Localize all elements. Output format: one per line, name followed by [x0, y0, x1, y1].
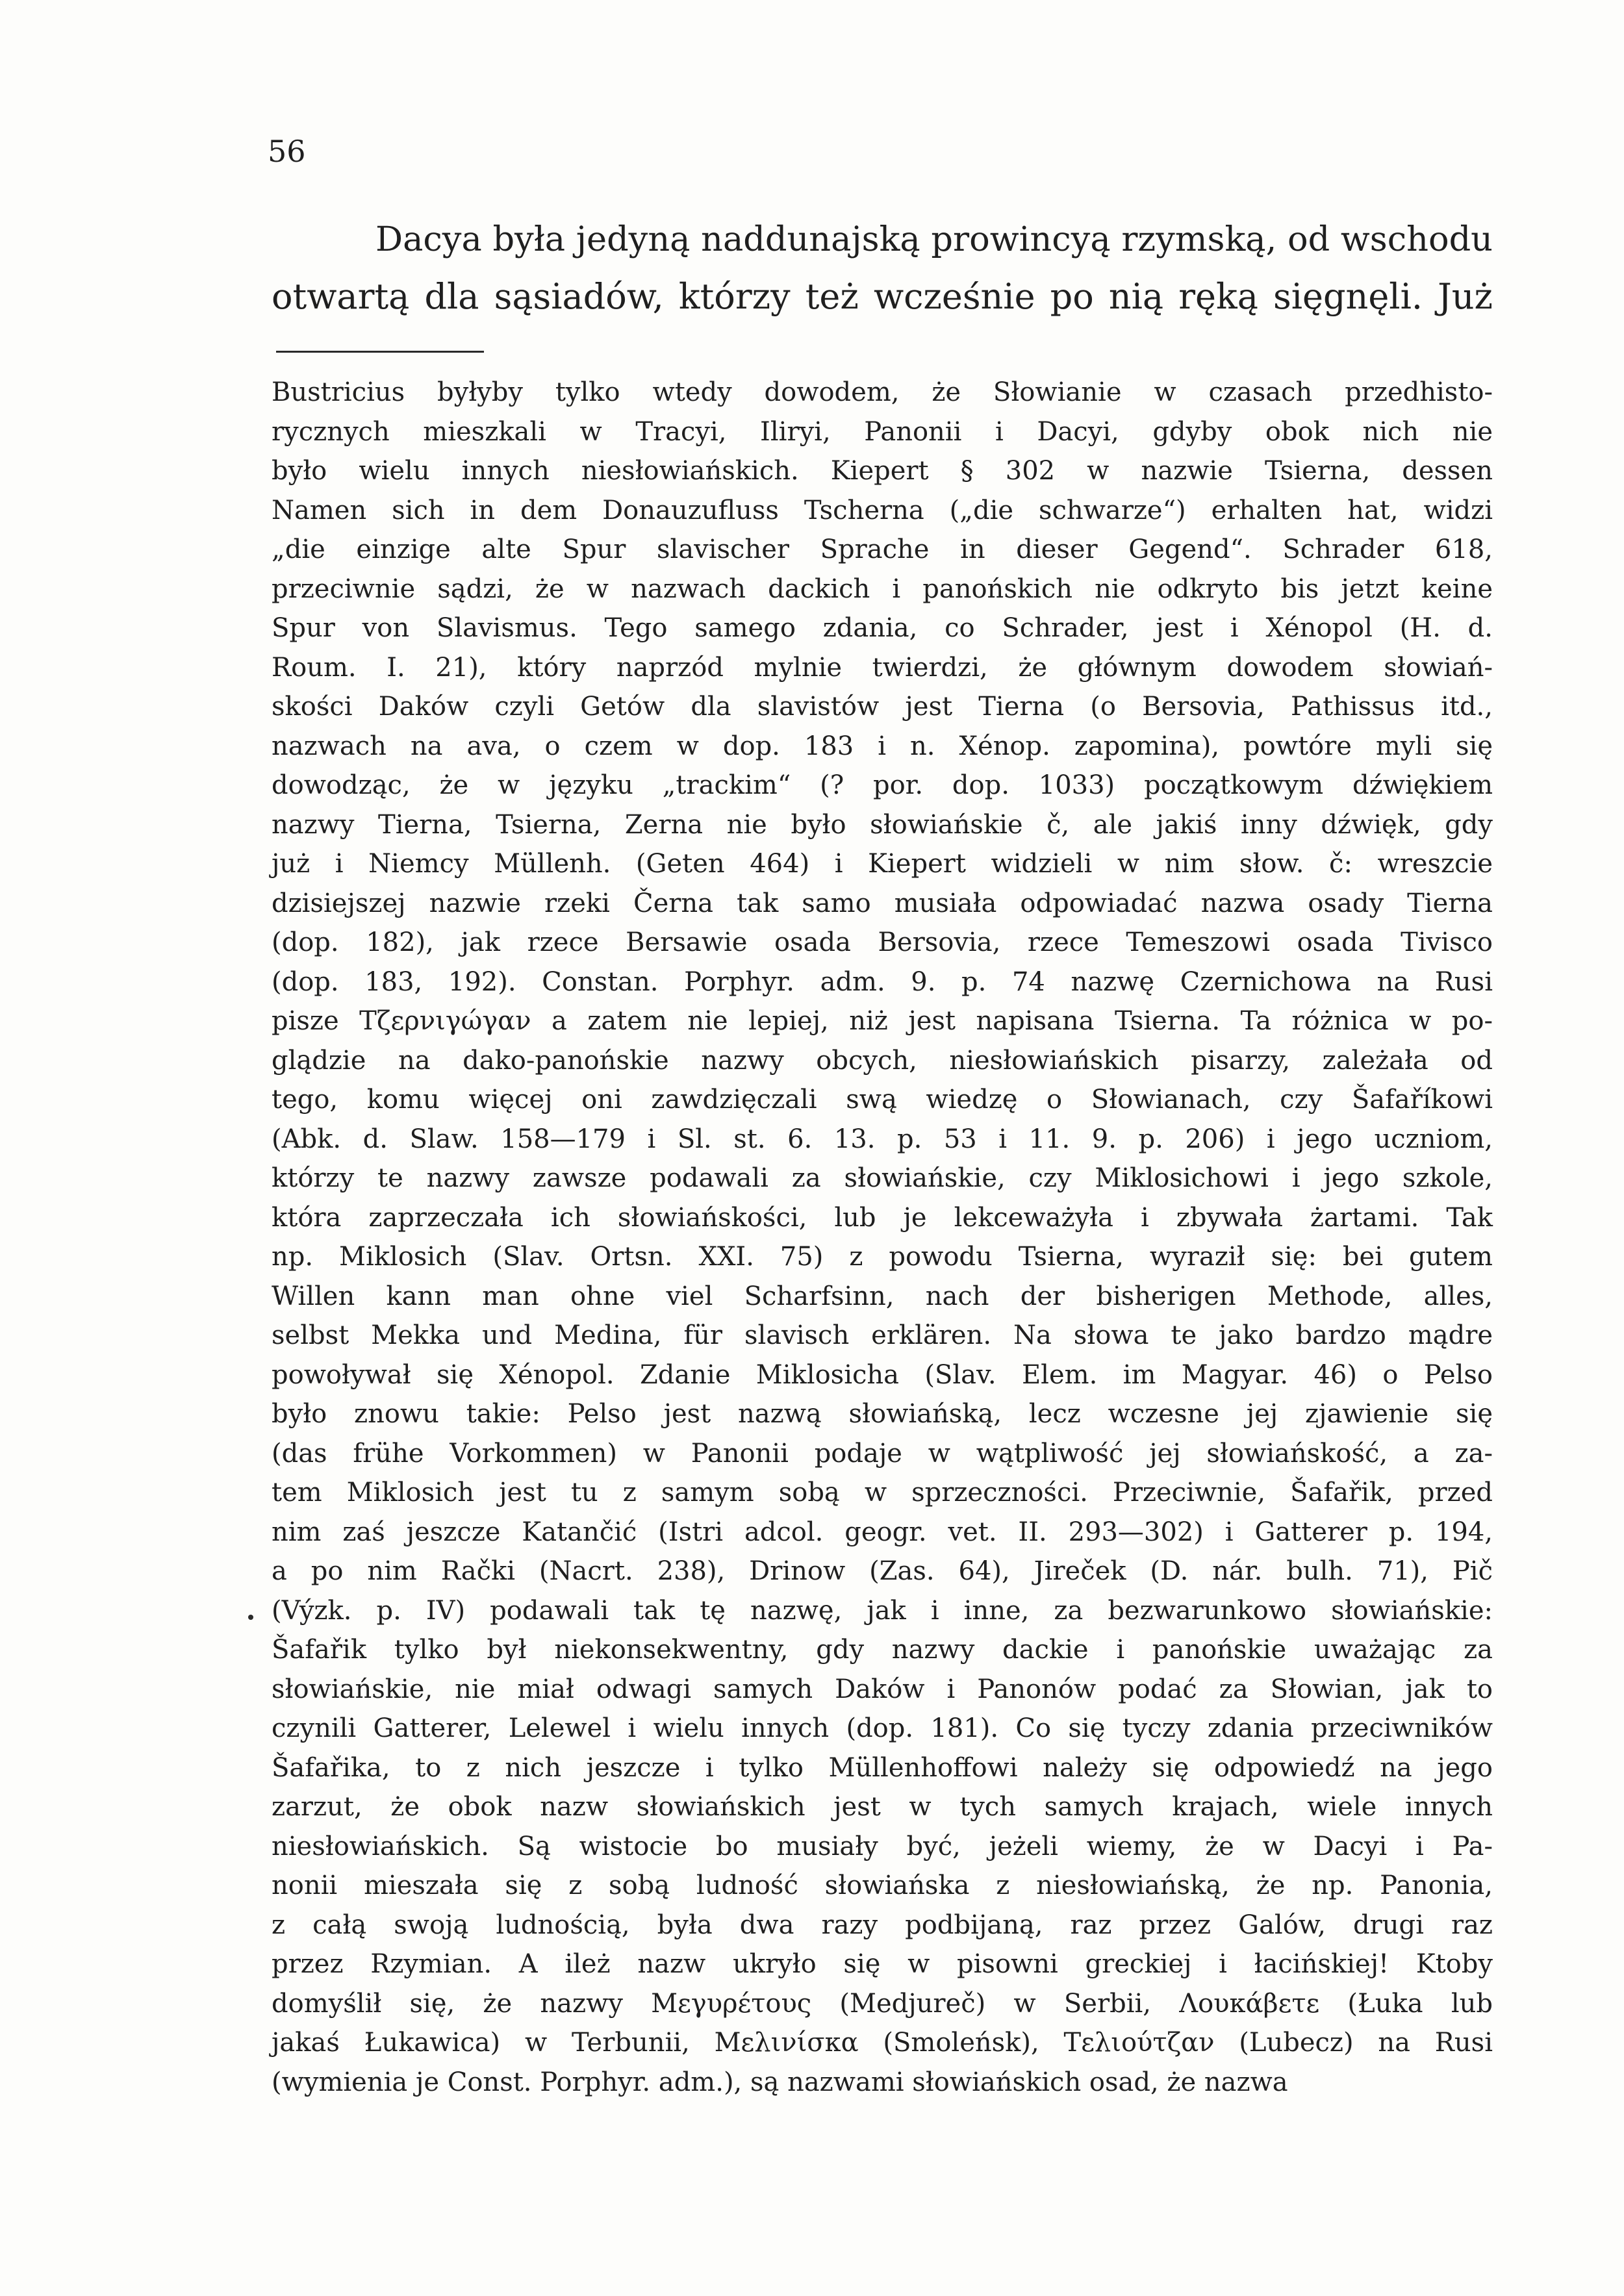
footnote-divider	[276, 351, 484, 353]
footnote	[272, 373, 1493, 2102]
footnote-line: dzisiejszej nazwie rzeki Černa tak samo musiała odpowiadać nazwa osady Tierna	[272, 888, 1493, 918]
footnote-line: „die einzige alte Spur slavischer Sprache in dieser Gegend“. Schrader 618,	[272, 535, 1493, 564]
footnote-line: np. Miklosich (Slav. Ortsn. XXI. 75) z powodu Tsierna, wyraził się: bei gutem	[272, 1242, 1493, 1272]
footnote-line: tem Miklosich jest tu z samym sobą w sprzeczności. Przeciwnie, Šafařik, przed	[272, 1478, 1493, 1508]
footnote-line: (wymienia je Const. Porphyr. adm.), są nazwami słowiańskich osad, że nazwa	[272, 2067, 1288, 2097]
footnote-line: skości Daków czyli Getów dla slavistów jest Tierna (o Bersovia, Pathissus itd.,	[272, 692, 1493, 722]
footnote-line: Šafařik tylko był niekonsekwentny, gdy nazwy dackie i panońskie uważając za	[272, 1635, 1493, 1665]
main-text-line: Dacya była jedyną naddunajską prowincyą rzymską, od wschodu	[375, 220, 1493, 259]
footnote-line: pisze Τζερνιγώγαν a zatem nie lepiej, niż jest napisana Tsierna. Ta różnica w po-	[272, 1006, 1493, 1036]
footnote-line: (Výzk. p. IV) podawali tak tę nazwę, jak i inne, za bezwarunkowo słowiańskie:	[272, 1595, 1493, 1626]
footnote-line: tego, komu więcej oni zawdzięczali swą wiedzę o Słowianach, czy Šafaříkowi	[272, 1085, 1493, 1115]
footnote-line: przez Rzymian. A ileż nazw ukryło się w pisowni greckiej i łacińskiej! Ktoby	[272, 1949, 1493, 1979]
footnote-line: czynili Gatterer, Lelewel i wielu innych (dop. 181). Co się tyczy zdania przeciwników	[272, 1713, 1493, 1743]
footnote-line: Šafařika, to z nich jeszcze i tylko Müllenhoffowi należy się odpowiedź na jego	[272, 1752, 1493, 1783]
footnote-line: Namen sich in dem Donauzufluss Tscherna („die schwarze“) erhalten hat, widzi	[272, 495, 1493, 525]
footnote-line: (dop. 183, 192). Constan. Porphyr. adm. 9. p. 74 nazwę Czernichowa na Rusi	[272, 966, 1493, 997]
footnote-line: niesłowiańskich. Są wistocie bo musiały być, jeżeli wiemy, że w Dacyi i Pa-	[272, 1831, 1493, 1861]
main-text-line: otwartą dla sąsiadów, którzy też wcześnie po nią ręką sięgnęli. Już	[272, 276, 1493, 317]
margin-mark	[248, 1615, 253, 1620]
footnote-line: Bustricius byłyby tylko wtedy dowodem, że Słowianie w czasach przedhisto-	[272, 377, 1493, 407]
footnote-line: z całą swoją ludnością, była dwa razy podbijaną, raz przez Galów, drugi raz	[272, 1910, 1493, 1940]
footnote-line: nazwach na ava, o czem w dop. 183 i n. Xénop. zapomina), powtóre myli się	[272, 731, 1493, 761]
footnote-line: nim zaś jeszcze Katančić (Istri adcol. geogr. vet. II. 293—302) i Gatterer p. 194,	[272, 1517, 1493, 1547]
footnote-line: (dop. 182), jak rzece Bersawie osada Bersovia, rzece Temeszowi osada Tivisco	[272, 927, 1493, 957]
footnote-line: domyślił się, że nazwy Μεγυρέτους (Medjureč) w Serbii, Λουκάβετε (Łuka lub	[272, 1988, 1493, 2019]
footnote-line: a po nim Rački (Nacrt. 238), Drinow (Zas. 64), Jireček (D. nár. bulh. 71), Pič	[272, 1556, 1493, 1586]
footnote-line: nonii mieszała się z sobą ludność słowiańska z niesłowiańską, że np. Panonia,	[272, 1871, 1493, 1900]
footnote-line: która zaprzeczała ich słowiańskości, lub je lekceważyła i zbywała żartami. Tak	[272, 1202, 1493, 1233]
footnote-line: dowodząc, że w języku „trackim“ (? por. dop. 1033) początkowym dźwiękiem	[272, 770, 1493, 800]
footnote-line: nazwy Tierna, Tsierna, Zerna nie było słowiańskie č, ale jakiś inny dźwięk, gdy	[272, 809, 1493, 840]
main-text	[272, 211, 1493, 325]
footnote-line: jakaś Łukawica) w Terbunii, Μελινίσκα (Smoleńsk), Τελιούτζαν (Lubecz) na Rusi	[272, 2028, 1493, 2058]
footnote-line: było wielu innych niesłowiańskich. Kiepert § 302 w nazwie Tsierna, dessen	[272, 456, 1493, 486]
footnote-line: Willen kann man ohne viel Scharfsinn, nach der bisherigen Methode, alles,	[272, 1281, 1493, 1311]
page-number: 56	[268, 134, 306, 169]
footnote-line: było znowu takie: Pelso jest nazwą słowiańską, lecz wczesne jej zjawienie się	[272, 1399, 1493, 1429]
footnote-line: rycznych mieszkali w Tracyi, Iliryi, Panonii i Dacyi, gdyby obok nich nie	[272, 416, 1493, 447]
footnote-line: zarzut, że obok nazw słowiańskich jest w tych samych krajach, wiele innych	[272, 1792, 1493, 1822]
footnote-line: powoływał się Xénopol. Zdanie Miklosicha (Slav. Elem. im Magyar. 46) o Pelso	[272, 1359, 1493, 1390]
footnote-line: przeciwnie sądzi, że w nazwach dackich i panońskich nie odkryto bis jetzt keine	[272, 574, 1493, 604]
footnote-line: słowiańskie, nie miał odwagi samych Daków i Panonów podać za Słowian, jak to	[272, 1674, 1493, 1704]
footnote-line: (das frühe Vorkommen) w Panonii podaje w wątpliwość jej słowiańskość, a za-	[272, 1438, 1493, 1469]
footnote-line: glądzie na dako-panońskie nazwy obcych, niesłowiańskich pisarzy, zależała od	[272, 1045, 1493, 1076]
footnote-line: już i Niemcy Müllenh. (Geten 464) i Kiepert widzieli w nim słow. č: wreszcie	[272, 849, 1493, 879]
footnote-line: którzy te nazwy zawsze podawali za słowiańskie, czy Miklosichowi i jego szkole,	[272, 1163, 1493, 1193]
footnote-line: (Abk. d. Slaw. 158—179 i Sl. st. 6. 13. p. 53 i 11. 9. p. 206) i jego uczniom,	[272, 1124, 1493, 1154]
footnote-line: selbst Mekka und Medina, für slavisch erklären. Na słowa te jako bardzo mądre	[272, 1320, 1493, 1350]
footnote-line: Roum. I. 21), który naprzód mylnie twierdzi, że głównym dowodem słowiań-	[272, 652, 1493, 683]
footnote-line: Spur von Slavismus. Tego samego zdania, co Schrader, jest i Xénopol (H. d.	[272, 613, 1493, 643]
